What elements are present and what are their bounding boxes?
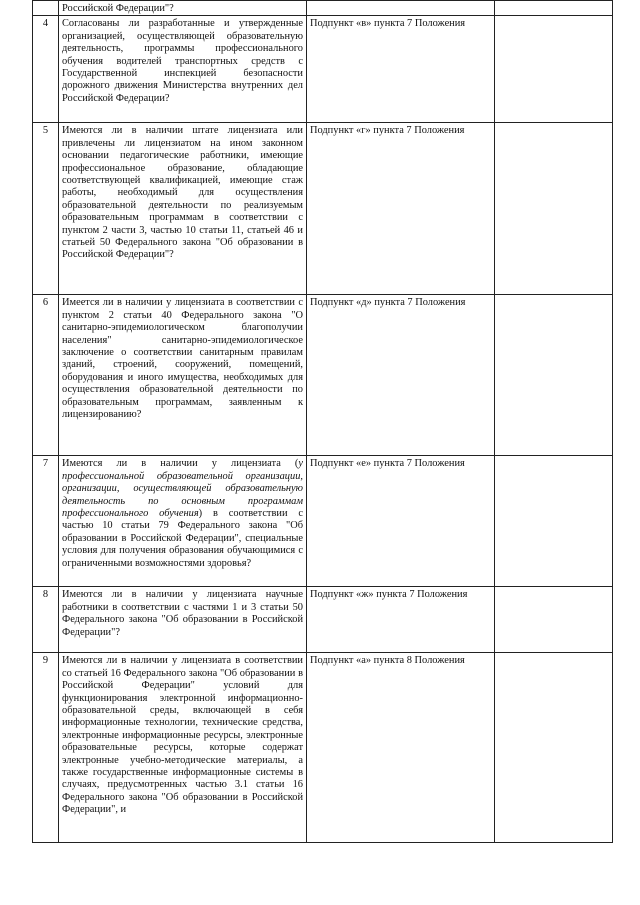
question-intro: Имеются ли в наличии у лицензиата ( xyxy=(62,458,299,470)
table-row xyxy=(33,1,613,16)
row-question xyxy=(59,456,307,587)
row-answer-cell xyxy=(495,456,613,587)
row-number: 6 xyxy=(33,295,59,456)
row-number: 5 xyxy=(33,123,59,295)
row-question: Согласованы ли разработанные и утвержденные организацией, осуществляющей образовательную деятельность, программы профессионального обучения водителей транспортных средств с Государственной инспекцией безопасности дорожного движения Министерства внутренних дел Российской Федерации? xyxy=(59,16,307,123)
row-number: 4 xyxy=(33,16,59,123)
row-question: Имеются ли в наличии у лицензиата научные работники в соответствии с частями 1 и 3 статьи 50 Федерального закона "Об образовании в Российской Федерации"? xyxy=(59,587,307,653)
row-answer-cell xyxy=(495,653,613,843)
row-reference: Подпункт «д» пункта 7 Положения xyxy=(307,295,495,456)
row-number: 7 xyxy=(33,456,59,587)
row-answer-cell xyxy=(495,123,613,295)
row-reference xyxy=(307,1,495,16)
row-answer-cell xyxy=(495,1,613,16)
row-reference: Подпункт «ж» пункта 7 Положения xyxy=(307,587,495,653)
row-question: Имеются ли в наличии штате лицензиата или привлечены ли лицензиатом на ином законном основании педагогические работники, имеющие профессиональное образование, обладающие соответствующей квалификацией, имеющие стаж работы, необходимый для осуществления образовательной деятельности по реализуемым образовательным программам в соответствии с пунктом 2 части 3, частью 10 статьи 11, статьей 46 и статьей 50 Федерального закона "Об образовании в Российской Федерации"? xyxy=(59,123,307,295)
row-answer-cell xyxy=(495,587,613,653)
row-question: Имеются ли в наличии у лицензиата в соответствии со статьей 16 Федерального закона "Об образовании в Российской Федерации" условий для функционирования электронной информационно-образовательной среды, включающей в себя информационные технологии, технические средства, электронные информационные ресурсы, электронные образовательные ресурсы, которые содержат электронные учебно-методические материалы, а также государственные информационные системы в случаях, предусмотренных частью 3.1 статьи 16 Федерального закона "Об образовании в Российской Федерации", и xyxy=(59,653,307,843)
row-number: 8 xyxy=(33,587,59,653)
row-number xyxy=(33,1,59,16)
table-row xyxy=(33,16,613,123)
table-row xyxy=(33,653,613,843)
row-answer-cell xyxy=(495,16,613,123)
row-reference: Подпункт «г» пункта 7 Положения xyxy=(307,123,495,295)
row-question: Имеется ли в наличии у лицензиата в соответствии с пунктом 2 статьи 40 Федерального закона "О санитарно-эпидемиологическом благополучии населения" санитарно-эпидемиологическое заключение о соответствии санитарным правилам зданий, строений, сооружений, помещений, оборудования и иного имущества, необходимых для осуществления образовательной деятельности по образовательным программам, заявленным к лицензированию? xyxy=(59,295,307,456)
row-number: 9 xyxy=(33,653,59,843)
row-reference: Подпункт «в» пункта 7 Положения xyxy=(307,16,495,123)
table-row xyxy=(33,587,613,653)
table-row xyxy=(33,456,613,587)
row-answer-cell xyxy=(495,295,613,456)
row-reference: Подпункт «а» пункта 8 Положения xyxy=(307,653,495,843)
row-reference: Подпункт «е» пункта 7 Положения xyxy=(307,456,495,587)
question-italic: у профессиональной образовательной организации, организации, осуществляющей образовательную деятельность по основным программам профессионального обучения xyxy=(62,458,303,520)
checklist-table xyxy=(32,0,613,843)
question-rest: ) в соответствии с частью 10 статьи 79 Федерального закона "Об образовании в Российской Федерации", специальные условия для получения образования обучающимися с ограниченными возможностями здоровья? xyxy=(62,508,303,569)
table-row xyxy=(33,123,613,295)
table-row xyxy=(33,295,613,456)
row-question: Российской Федерации"? xyxy=(59,1,307,16)
